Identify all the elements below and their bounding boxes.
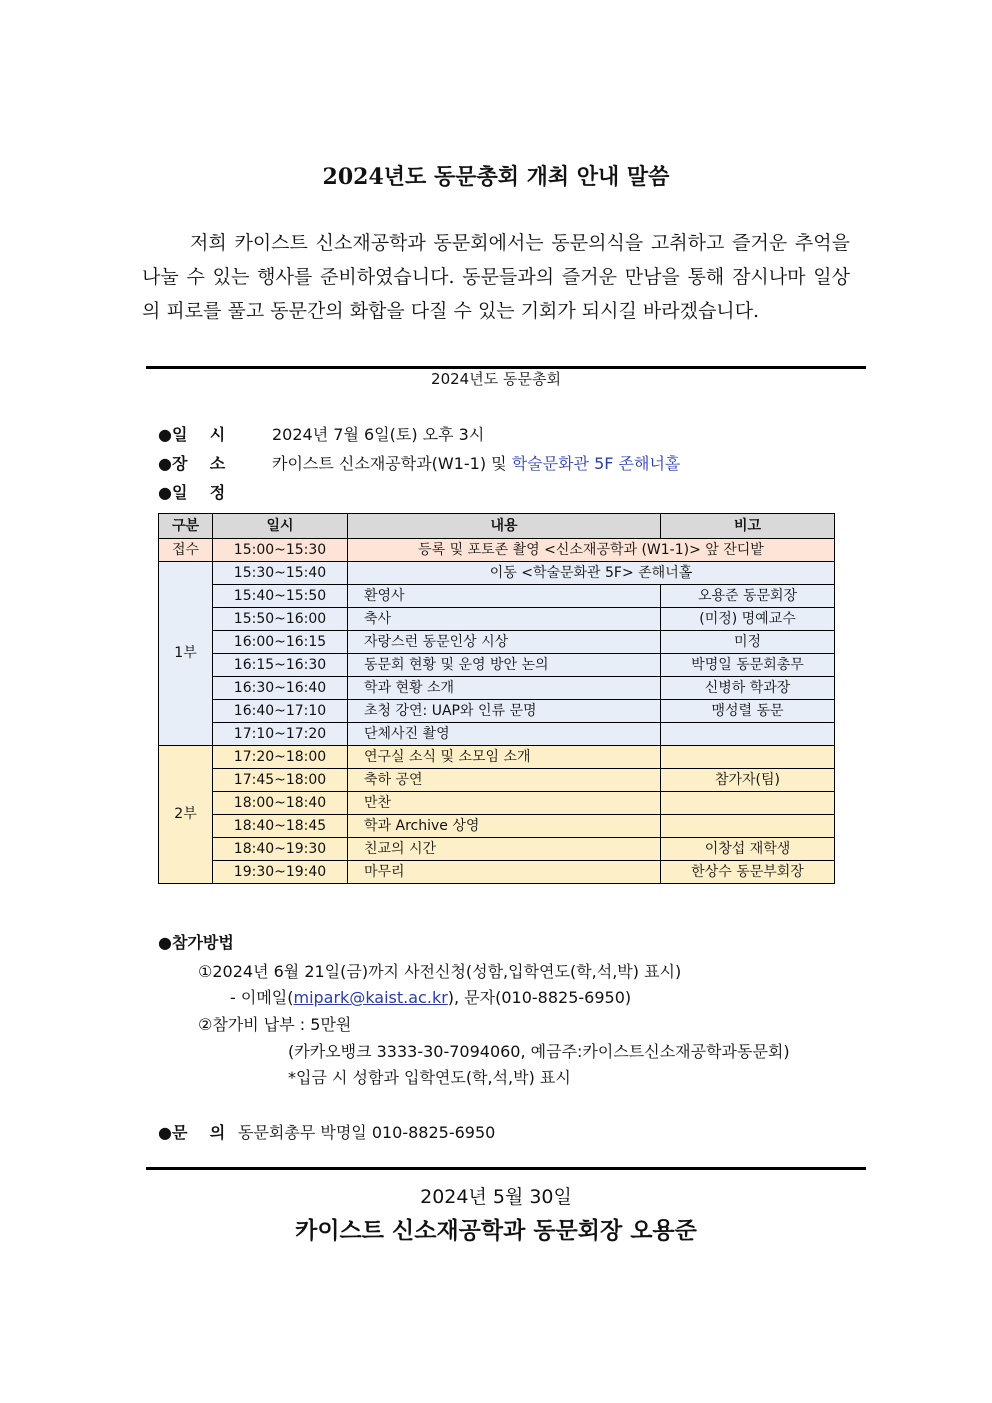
method-bank: (카카오뱅크 3333-30-7094060, 예금주:카이스트신소재공학과동문회) — [288, 1042, 790, 1061]
row-note: 신병하 학과장 — [661, 677, 835, 700]
row-content: 축하 공연 — [348, 769, 661, 792]
info-place-highlight: 학술문화관 5F 존해너홀 — [511, 454, 681, 473]
bottom-divider — [146, 1167, 866, 1170]
table-row — [159, 631, 835, 654]
row-time: 19:30~19:40 — [213, 861, 348, 884]
row-note: 참가자(팀) — [661, 769, 835, 792]
row-time: 15:50~16:00 — [213, 608, 348, 631]
table-row — [159, 700, 835, 723]
registration-time: 15:00~15:30 — [213, 539, 348, 562]
table-header-row — [159, 514, 835, 539]
table-row — [159, 585, 835, 608]
inquiry-label: 문 의 — [171, 1123, 226, 1142]
bullet-icon: ● — [158, 483, 172, 502]
row-note: 맹성렬 동문 — [661, 700, 835, 723]
row-content: 초청 강연: UAP와 인류 문명 — [348, 700, 661, 723]
method-label: 참가방법 — [171, 933, 234, 952]
row-time: 18:40~19:30 — [213, 838, 348, 861]
signature: 카이스트 신소재공학과 동문회장 오용준 — [295, 1217, 697, 1244]
page-title: 2024년도 동문총회 개최 안내 말씀 — [322, 164, 670, 190]
table-row — [159, 815, 835, 838]
contact-prefix: - 이메일( — [230, 988, 294, 1007]
row-content: 친교의 시간 — [348, 838, 661, 861]
table-row — [159, 608, 835, 631]
info-date — [158, 422, 858, 444]
bullet-icon: ● — [158, 425, 172, 444]
contact-suffix: ), 문자(010-8825-6950) — [447, 988, 632, 1007]
info-place-label-group — [158, 451, 225, 474]
info-date-label: 일 시 — [171, 425, 226, 444]
info-date-label-group — [158, 422, 225, 445]
row-note: (미정) 명예교수 — [661, 608, 835, 631]
row-content: 마무리 — [348, 861, 661, 884]
row-time: 18:00~18:40 — [213, 792, 348, 815]
info-schedule-label-group — [158, 480, 225, 503]
row-note: 오용준 동문회장 — [661, 585, 835, 608]
issue-date: 2024년 5월 30일 — [420, 1186, 572, 1208]
table-row — [159, 746, 835, 769]
schedule-table — [158, 513, 835, 884]
row-note — [661, 815, 835, 838]
info-schedule — [158, 480, 858, 502]
event-subtitle: 2024년도 동문총회 — [431, 370, 561, 388]
row-content: 학과 Archive 상영 — [348, 815, 661, 838]
row-time: 16:40~17:10 — [213, 700, 348, 723]
header-note: 비고 — [661, 514, 835, 539]
row-time: 17:20~18:00 — [213, 746, 348, 769]
email-link[interactable]: mipark@kaist.ac.kr — [293, 988, 448, 1007]
header-time: 일시 — [213, 514, 348, 539]
row-time: 17:45~18:00 — [213, 769, 348, 792]
table-row-registration — [159, 539, 835, 562]
table-row — [159, 838, 835, 861]
method-heading — [158, 930, 234, 953]
table-row — [159, 861, 835, 884]
header-section: 구분 — [159, 514, 213, 539]
intro-paragraph — [142, 226, 850, 328]
info-place-value-group — [272, 451, 680, 474]
registration-section: 접수 — [159, 539, 213, 562]
row-content: 연구실 소식 및 소모임 소개 — [348, 746, 661, 769]
row-note: 한상수 동문부회장 — [661, 861, 835, 884]
info-schedule-label: 일 정 — [171, 483, 226, 502]
part2-section: 2부 — [159, 746, 213, 884]
bullet-icon: ● — [158, 933, 172, 952]
row-time: 15:40~15:50 — [213, 585, 348, 608]
row-content: 축사 — [348, 608, 661, 631]
registration-content: 등록 및 포토존 촬영 <신소재공학과 (W1-1)> 앞 잔디밭 — [348, 539, 835, 562]
row-content: 이동 <학술문화관 5F> 존해너홀 — [348, 562, 835, 585]
bullet-icon: ● — [158, 454, 172, 473]
inquiry — [158, 1120, 858, 1142]
row-note: 미정 — [661, 631, 835, 654]
row-time: 16:30~16:40 — [213, 677, 348, 700]
row-content: 학과 현황 소개 — [348, 677, 661, 700]
row-content: 자랑스런 동문인상 시상 — [348, 631, 661, 654]
bullet-icon: ● — [158, 1123, 172, 1142]
header-content: 내용 — [348, 514, 661, 539]
row-time: 18:40~18:45 — [213, 815, 348, 838]
row-time: 16:15~16:30 — [213, 654, 348, 677]
table-row — [159, 769, 835, 792]
info-date-value: 2024년 7월 6일(토) 오후 3시 — [272, 425, 485, 444]
intro-text: 저희 카이스트 신소재공학과 동문회에서는 동문의식을 고취하고 즐거운 추억을 나눌 수 있는 행사를 준비하였습니다. 동문들과의 즐거운 만남을 통해 잠시나마 일상의 피로를 풀고 동문간의 화합을 다질 수 있는 기회가 되시길 바라겠습니다. — [142, 232, 850, 322]
row-content: 환영사 — [348, 585, 661, 608]
row-time: 15:30~15:40 — [213, 562, 348, 585]
info-place — [158, 451, 858, 473]
method-contact — [230, 985, 631, 1008]
method-item-2: ②참가비 납부 : 5만원 — [198, 1015, 352, 1034]
table-row — [159, 792, 835, 815]
row-content: 단체사진 촬영 — [348, 723, 661, 746]
table-row — [159, 562, 835, 585]
row-note — [661, 723, 835, 746]
row-content: 만찬 — [348, 792, 661, 815]
info-place-label: 장 소 — [171, 454, 226, 473]
row-note — [661, 792, 835, 815]
method-note: *입금 시 성함과 입학연도(학,석,박) 표시 — [288, 1068, 571, 1087]
table-row — [159, 723, 835, 746]
row-time: 16:00~16:15 — [213, 631, 348, 654]
row-note: 이창섭 재학생 — [661, 838, 835, 861]
row-note: 박명일 동문회총무 — [661, 654, 835, 677]
table-row — [159, 654, 835, 677]
info-place-value: 카이스트 신소재공학과(W1-1) 및 — [272, 454, 512, 473]
part1-section: 1부 — [159, 562, 213, 746]
inquiry-value: 동문회총무 박명일 010-8825-6950 — [238, 1123, 496, 1142]
method-item-1: ①2024년 6월 21일(금)까지 사전신청(성함,입학연도(학,석,박) 표시) — [198, 962, 682, 981]
inquiry-label-group — [158, 1120, 225, 1143]
row-content: 동문회 현황 및 운영 방안 논의 — [348, 654, 661, 677]
row-note — [661, 746, 835, 769]
row-time: 17:10~17:20 — [213, 723, 348, 746]
table-row — [159, 677, 835, 700]
